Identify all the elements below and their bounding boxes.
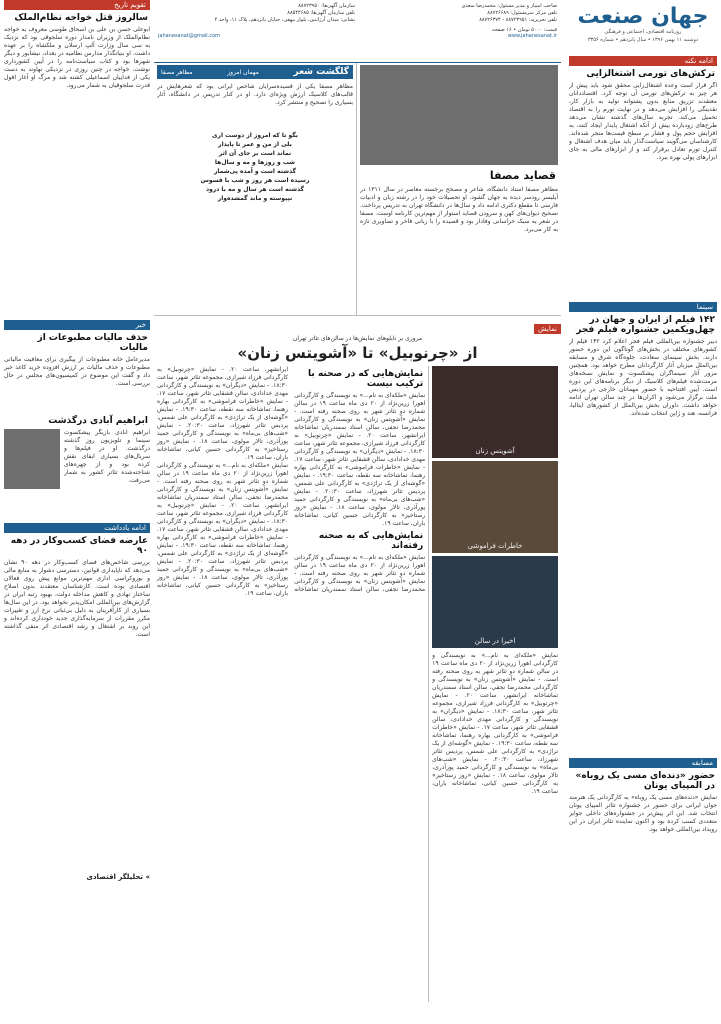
poster-column: [429, 366, 561, 1002]
theatre-block: [154, 366, 561, 1002]
poster: [432, 461, 558, 553]
publisher-line: نشانی: میدان آرژانتین، بلوار بیهقی، خیابان پانزدهم، پلاک ۱۱، واحد ۴: [214, 17, 355, 23]
portrait-photo: [360, 65, 558, 165]
poem-verse: نماند است بر جای آن اثر: [218, 150, 292, 157]
section-label-calendar: تقویم تاریخ: [4, 0, 150, 10]
listing-subhead: نمایش‌هایی که در صحنه با ترکیب نیست: [308, 369, 424, 389]
email-text[interactable]: jahanesanat@gmail.com: [158, 33, 220, 39]
article-body-fajr: دبیر جشنواره بین‌المللی فیلم فجر اعلام کرد ۱۴۲ فیلم از کشورهای مختلف در بخش‌های گوناگون این دوره حضور دارند. بخش سینمای سعادت، جلوه‌گاه شرق و مسابقه بین‌الملل میزبان آثار کارگردانان مطرح خواهد بود. همچنین مرور آثار سینماگران پیشکسوت و نمایش نسخه‌های مرمت‌شده فیلم‌های کلاسیک از دیگر برنامه‌های این دوره است. آیین افتتاحیه با حضور مهمانان خارجی در پردیس ملت برگزار می‌شود و اکران‌ها در چند سالن تهران ادامه خواهد داشت. داوران بخش بین‌الملل از کشورهای ایتالیا، فرانسه، هند و ژاپن انتخاب شده‌اند.: [569, 338, 717, 417]
listing-column: [154, 366, 429, 1002]
section-label-editorial: ادامه یادداشت: [4, 523, 150, 533]
publisher-line: صاحب امتیاز و مدیر مسئول: محمدرضا سعدی: [461, 3, 557, 9]
poster: [432, 366, 558, 458]
publisher-line: تلفن تحریریه: ۸۸۷۲۳۹۵۱ - ۸۸۷۲۶۳۷۴: [479, 17, 557, 23]
feature-block: [154, 63, 561, 316]
poster: [432, 556, 558, 648]
poem-verse: گذشته است هر سال و مه با درود: [205, 186, 305, 193]
article-body-business: بررسی شاخص‌های فضای کسب‌وکار در دهه ۹۰ نشان می‌دهد که ناپایداری قوانین، دسترسی دشوار به منابع مالی و بوروکراسی اداری مهم‌ترین موانع پیش روی فعالان اقتصادی بوده است. کارشناسان معتقدند بدون اصلاح ساختار نهادی و کاهش مداخله دولت، بهبود رتبه ایران در گزارش‌های بین‌المللی امکان‌پذیر نخواهد بود. در این سال‌ها بسیاری از کارآفرینان به دلیل بی‌ثباتی نرخ ارز و تغییرات مکرر مقررات از سرمایه‌گذاری جدید خودداری کرده‌اند و این روند بر اشتغال و رشد اقتصادی اثر منفی گذاشته است.: [4, 559, 150, 638]
publisher-line: تلفن مرکز سرمسئول: ۸۸۷۲۶۶۸۹: [487, 10, 557, 16]
article-body-abadi: ابراهیم آبادی بازیگر پیشکسوت سینما و تلویزیون روز گذشته درگذشت. او در فیلم‌ها و سریال‌های بسیاری ایفای نقش کرده بود و از چهره‌های شناخته‌شده تئاتر کشور به شمار می‌رفت.: [64, 429, 150, 484]
poem-subtitle: مهمان امروز: [227, 68, 259, 76]
feature-title: قصاید مصفا: [489, 169, 556, 182]
feature-body: مظاهر مصفا استاد دانشگاه، شاعر و مصحح برجسته معاصر در سال ۱۳۱۱ در آیلیسر رودسر دیده به جهان گشود. او تحصیلات خود را در رشته زبان و ادبیات فارسی تا مقطع دکتری ادامه داد و سال‌ها در دانشگاه تهران به تدریس پرداخت. تصحیح دیوان‌های کهن و سرودن قصاید استوار از مهم‌ترین کارنامه اوست. مصفا در شعر به سبک خراسانی وفادار بود و قصیده را با زبانی فاخر و تصاویری تازه به کار می‌برد.: [360, 186, 558, 233]
price-line: قیمت: ۵۰۰۰ تومان • ۱۶ صفحه: [492, 27, 557, 33]
poem-verses: [157, 131, 353, 203]
article-body-inflation: اگر قرار است وعده اشتغال‌زایی محقق شود باید پیش از هر چیز به ترکش‌های تورمی آن توجه کرد. اقتصاددانان معتقدند تزریق منابع بدون پشتوانه تولید به بازار کار، نقدینگی را افزایش می‌دهد و در نهایت تورم را به اقتصاد تحمیل می‌کند. تجربه سال‌های گذشته نشان می‌دهد طرح‌های زودبازده بیش از آنکه اشتغال پایدار ایجاد کنند، به افزایش حجم پول و فشار بر سطح قیمت‌ها منجر شده‌اند. کارشناسان می‌گویند سیاست‌گذار باید میان هدف اشتغال و کنترل تورم تعادل برقرار کند و از ابزارهای مالی به جای ابزارهای پولی بهره ببرد.: [569, 82, 717, 161]
issue-info: دوشنبه ۱۱ بهمن ۱۳۹۶ • سال پانزدهم • شماره ۳۳۵۶: [587, 37, 699, 43]
site-text[interactable]: www.jahanesanat.ir: [507, 33, 557, 39]
publisher-lines: [154, 0, 561, 27]
section-label-news: خبر: [4, 320, 150, 330]
article-title-nezam: سالروز قتل خواجه نظام‌الملک: [14, 13, 148, 23]
publisher-line: سازمان آگهی‌ها: ۸۸۷۲۳۹۵۰: [298, 3, 355, 9]
contact-strip: [154, 33, 561, 39]
article-title-inflation: ترکش‌های تورمی اشتغالزایی: [586, 69, 715, 79]
article-title-fajr: ۱۴۲ فیلم از ایران و جهان در چهل‌ویکمین جشنواره فیلم فجر: [576, 315, 715, 335]
poem-intro: مظاهر مصفا یکی از قصیده‌سرایان شاخص ایرانی بود که شعرهایش در قالب‌های کلاسیک ارزش ویژه‌ای دارد. او در کنار تدریس در دانشگاه، آثار بسیاری را تصحیح و منتشر کرد.: [157, 83, 353, 106]
right-column: [569, 0, 717, 954]
masthead-info: [154, 0, 561, 63]
article-title-press-tax: حذف مالیات مطبوعات از مالیات: [37, 333, 148, 353]
poem-verse: گذشته است و آمده پی‌شمار: [213, 168, 297, 175]
listing-text-col2: نمایش «ملکه‌ای به نام...» به نویسندگی و کارگردانی اهورا زرین‌نژاد از ۲۰ دی ماه ساعت ۱۹ در سالن شماره دو تئاتر شهر به روی صحنه رفته است. - نمایش «آشویتس زنان» به نویسندگی و کارگردانی محمدرضا نجفی، سالن استاد سمندریان تماشاخانه ایرانشهر، ساعت ۲۰. - نمایش «چرنوبیل» به کارگردانی فرزاد شیرازی، مجموعه تئاتر شهر، ساعت ۱۸:۳۰. - نمایش «دیگران» به نویسندگی و کارگردانی مهدی خدادادی، سالن قشقایی تئاتر شهر، ساعت ۱۷. - نمایش «خاطرات فراموشی» به کارگردانی بهاره رهنما، تماشاخانه سه نقطه، ساعت ۱۹:۳۰. - نمایش «گوشه‌ای از یک تراژدی» به کارگردانی علی شمس، پردیس تئاتر شهرزاد، ساعت ۲۰:۳۰. - نمایش «شب‌های بی‌ماه» به نویسندگی و کارگردانی حمید پورآذری، تالار مولوی، ساعت ۱۸. - نمایش «روز رستاخیز» به کارگردانی حسین کیانی، تماشاخانه باران، ساعت ۱۹.: [294, 392, 426, 527]
feature-right: [357, 63, 561, 315]
poem-verse: بلی از من و عمر تا پایدار: [218, 141, 292, 148]
poem-verse: رسیده است هر روز و شب با فسوس: [200, 177, 310, 184]
logo-subtitle: روزنامه اقتصادی، اجتماعی و فرهنگی: [604, 29, 682, 35]
poem-verse: بگو تا که امروز از دوست اری: [212, 132, 298, 139]
article-body-nezam: ابوعلی حسن بن علی بن اسحاق طوسی معروف به خواجه نظام‌الملک از وزیران نامدار دوره سلجوقی بود که نزدیک به سی سال وزارت آلپ ارسلان و ملکشاه را بر عهده داشت. او بنیانگذار مدارس نظامیه در بغداد، نیشابور و دیگر شهرها بود و کتاب سیاست‌نامه را در آیین کشورداری نوشت. خواجه در چنین روزی در نزدیکی نهاوند به دست یکی از فداییان اسماعیلی کشته شد و مرگ او آغاز افول قدرت سلجوقیان به شمار می‌رود.: [4, 26, 150, 89]
logo: جهان صنعت: [577, 4, 709, 29]
poster-caption: اخیرا در سالن: [474, 637, 516, 645]
poem-verse: نپیوسته و ماند گمشده‌وار: [217, 195, 293, 202]
listing-subhead: نمایش‌هایی که به صحنه رفته‌اند: [318, 531, 424, 551]
masthead-logo-block: [569, 0, 717, 56]
poster-caption: آشویتس زنان: [475, 447, 515, 455]
theatre-banner-sub: مروری بر تابلوهای نمایش‌ها در سالن‌های تئاتر تهران: [292, 335, 423, 342]
feature-left: [154, 63, 357, 315]
center-area: [154, 0, 561, 1002]
poster-caption: خاطرات فراموشی: [467, 542, 523, 550]
article-footer-analyst: » تحلیلگر اقتصادی: [86, 873, 150, 881]
poem-header: [157, 65, 353, 79]
poem-verse: شب و روزها و مه و سال‌ها: [214, 159, 296, 166]
section-label-note: ادامه نکته: [569, 56, 717, 66]
poem-author: مظاهر مصفا: [161, 68, 193, 76]
theatre-banner-title: از «چرنوبیل» تا «آشویتس زنان»: [237, 344, 478, 362]
article-title-olympia: حضور «دنده‌ای مسی یک روباه» در المپیای یونان: [575, 771, 715, 791]
listing-text-col1: نمایش «ملکه‌ای به نام...» به نویسندگی و کارگردانی اهورا زرین‌نژاد از ۲۰ دی ماه ساعت ۱۹ در سالن شماره دو تئاتر شهر به روی صحنه رفته است. - نمایش «آشویتس زنان» به نویسندگی و کارگردانی محمدرضا نجفی، سالن استاد سمندریان تماشاخانه ایرانشهر، ساعت ۲۰. - نمایش «چرنوبیل» به کارگردانی فرزاد شیرازی، مجموعه تئاتر شهر، ساعت ۱۸:۳۰. - نمایش «دیگران» به نویسندگی و کارگردانی مهدی خدادادی، سالن قشقایی تئاتر شهر، ساعت ۱۷. - نمایش «خاطرات فراموشی» به کارگردانی بهاره رهنما، تماشاخانه سه نقطه، ساعت ۱۹:۳۰. - نمایش «گوشه‌ای از یک تراژدی» به کارگردانی علی شمس، پردیس تئاتر شهرزاد، ساعت ۲۰:۳۰. - نمایش «شب‌های بی‌ماه» به نویسندگی و کارگردانی حمید پورآذری، تالار مولوی، ساعت ۱۸. - نمایش «روز رستاخیز» به کارگردانی حسین کیانی، تماشاخانه باران، ساعت ۱۹.: [432, 652, 558, 795]
left-column: [4, 0, 150, 881]
section-label-cinema: سینما: [569, 302, 717, 312]
abadi-photo: [4, 429, 60, 489]
listing-text-col4: نمایش «ملکه‌ای به نام...» به نویسندگی و کارگردانی اهورا زرین‌نژاد از ۲۰ دی ماه ساعت ۱۹ در سالن شماره دو تئاتر شهر به روی صحنه رفته است. - نمایش «آشویتس زنان» به نویسندگی و کارگردانی محمدرضا نجفی، سالن استاد سمندریان تماشاخانه ایرانشهر، ساعت ۲۰. - نمایش «چرنوبیل» به کارگردانی فرزاد شیرازی، مجموعه تئاتر شهر، ساعت ۱۸:۳۰. - نمایش «دیگران» به نویسندگی و کارگردانی مهدی خدادادی، سالن قشقایی تئاتر شهر، ساعت ۱۷. - نمایش «خاطرات فراموشی» به کارگردانی بهاره رهنما، تماشاخانه سه نقطه، ساعت ۱۹:۳۰. - نمایش «گوشه‌ای از یک تراژدی» به کارگردانی علی شمس، پردیس تئاتر شهرزاد، ساعت ۲۰:۳۰. - نمایش «شب‌های بی‌ماه» به نویسندگی و کارگردانی حمید پورآذری، تالار مولوی، ساعت ۱۸. - نمایش «روز رستاخیز» به کارگردانی حسین کیانی، تماشاخانه باران، ساعت ۱۹.: [157, 462, 289, 597]
publisher-line: تلفن سازمان آگهی‌ها: ۸۸۵۴۴۶۸۵: [287, 10, 355, 16]
poem-section-title: گلگشت شعر: [293, 67, 349, 77]
article-body-olympia: نمایش «دنده‌های مسی یک روباه» به کارگردانی یک هنرمند جوان ایرانی برای حضور در جشنواره تئاتر المپیای یونان انتخاب شد. این اثر پیش‌تر در جشنواره‌های داخلی جوایز متعددی کسب کرده بود و اکنون نماینده تئاتر ایران در این رویداد بین‌المللی خواهد بود.: [569, 794, 717, 833]
section-label-contest: مسابقه: [569, 758, 717, 768]
article-body-press-tax: مدیرعامل خانه مطبوعات از پیگیری برای معافیت مالیاتی مطبوعات و حذف مالیات بر ارزش افزوده خرید کاغذ خبر داد و گفت این موضوع در کمیسیون‌های مجلس در حال بررسی است.: [4, 356, 150, 387]
article-title-abadi: ابراهیم آبادی درگذشت: [48, 416, 148, 426]
article-title-business: عارضه فضای کسب‌وکار در دهه ۹۰: [10, 536, 148, 556]
listing-text-col3: نمایش «ملکه‌ای به نام...» به نویسندگی و کارگردانی اهورا زرین‌نژاد از ۲۰ دی ماه ساعت ۱۹ در سالن شماره دو تئاتر شهر به روی صحنه رفته است. - نمایش «آشویتس زنان» به نویسندگی و کارگردانی محمدرضا نجفی، سالن استاد سمندریان تماشاخانه ایرانشهر، ساعت ۲۰. - نمایش «چرنوبیل» به کارگردانی فرزاد شیرازی، مجموعه تئاتر شهر، ساعت ۱۸:۳۰. - نمایش «دیگران» به نویسندگی و کارگردانی مهدی خدادادی، سالن قشقایی تئاتر شهر، ساعت ۱۷. - نمایش «خاطرات فراموشی» به کارگردانی بهاره رهنما، تماشاخانه سه نقطه، ساعت ۱۹:۳۰. - نمایش «گوشه‌ای از یک تراژدی» به کارگردانی علی شمس، پردیس تئاتر شهرزاد، ساعت ۲۰:۳۰. - نمایش «شب‌های بی‌ماه» به نویسندگی و کارگردانی حمید پورآذری، تالار مولوی، ساعت ۱۸. - نمایش «روز رستاخیز» به کارگردانی حسین کیانی، تماشاخانه باران، ساعت ۱۹.: [157, 366, 426, 593]
section-label-theatre: نمایش: [534, 324, 561, 334]
